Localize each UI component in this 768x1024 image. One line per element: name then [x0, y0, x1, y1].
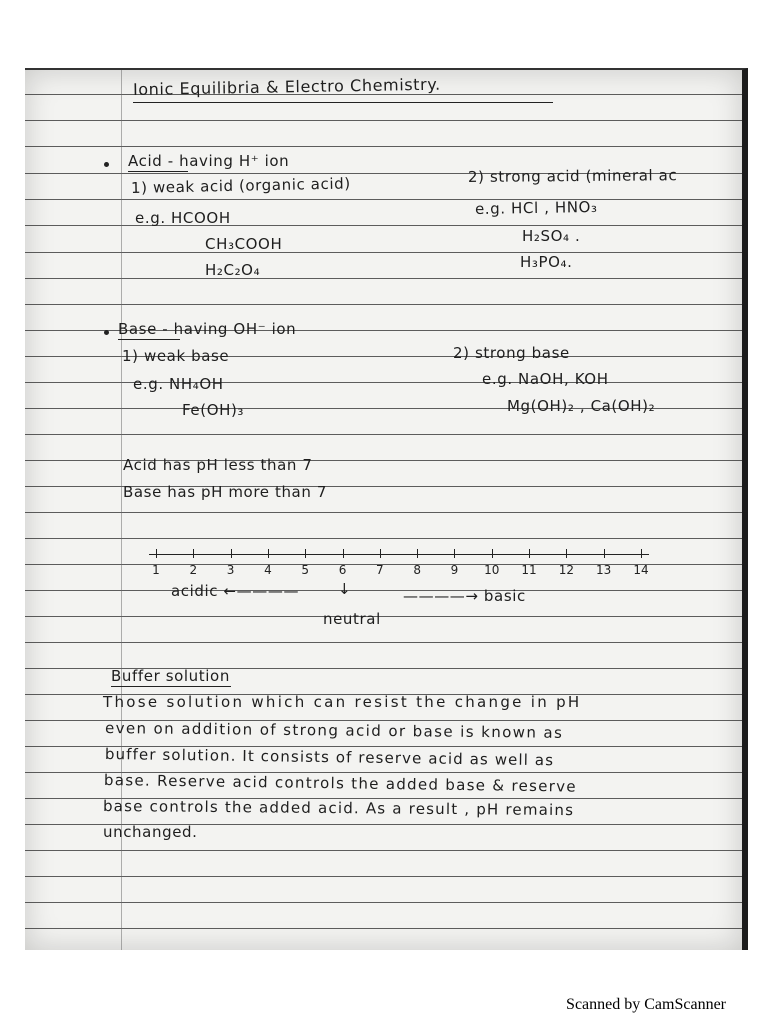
- ph-scale-tick-label: 10: [484, 563, 500, 577]
- ruled-line: [25, 120, 742, 121]
- ph-scale-tick: [193, 549, 194, 558]
- basic-label: ————→ basic: [403, 587, 526, 605]
- scanner-watermark: Scanned by CamScanner: [566, 996, 726, 1013]
- ruled-line: [25, 278, 742, 279]
- weak-base-heading: 1) weak base: [122, 347, 230, 365]
- strong-acid-example: H₃PO₄.: [520, 253, 573, 271]
- ph-scale-tick: [343, 549, 344, 558]
- ruled-line: [25, 199, 742, 200]
- ph-scale-tick-label: 3: [226, 563, 235, 577]
- ruled-line: [25, 902, 742, 903]
- ph-scale-tick: [492, 549, 493, 558]
- neutral-label: neutral: [323, 610, 381, 628]
- buffer-heading-underline: [111, 686, 231, 687]
- ruled-line: [25, 642, 742, 643]
- weak-acid-example: CH₃COOH: [205, 235, 283, 253]
- title-underline: [133, 102, 553, 103]
- ph-scale-tick-label: 14: [633, 563, 649, 577]
- notebook-page: [25, 68, 748, 950]
- ruled-line: [25, 876, 742, 877]
- bullet-point: [104, 162, 109, 167]
- buffer-paragraph-line: Those solution which can resist the change in pH: [103, 693, 582, 711]
- acid-heading: Acid - having H⁺ ion: [128, 152, 290, 170]
- base-heading: Base - having OH⁻ ion: [118, 320, 297, 338]
- ph-scale-tick: [380, 549, 381, 558]
- buffer-paragraph-line: even on addition of strong acid or base is known as: [104, 719, 564, 742]
- strong-acid-heading: 2) strong acid (mineral ac: [467, 166, 678, 186]
- ph-scale-tick-label: 6: [338, 563, 347, 577]
- ph-scale-tick: [231, 549, 232, 558]
- ruled-line: [25, 225, 742, 226]
- buffer-paragraph-line: buffer solution. It consists of reserve acid as well as: [104, 745, 555, 770]
- ph-scale-tick: [305, 549, 306, 558]
- weak-acid-heading: 1) weak acid (organic acid): [130, 174, 351, 197]
- ph-scale-tick-label: 4: [264, 563, 272, 577]
- acid-heading-underline: [128, 171, 188, 172]
- weak-base-example: Fe(OH)₃: [182, 401, 245, 419]
- strong-base-example: e.g. NaOH, KOH: [482, 370, 609, 388]
- ruled-line: [25, 590, 742, 591]
- ph-scale-tick: [454, 549, 455, 558]
- ruled-line: [25, 616, 742, 617]
- base-heading-underline: [118, 339, 180, 340]
- ph-scale-tick: [604, 549, 605, 558]
- ph-scale-tick-label: 12: [558, 563, 575, 577]
- ruled-line: [25, 928, 742, 929]
- ph-scale-tick: [529, 549, 530, 558]
- ruled-line: [25, 538, 742, 539]
- ph-scale-tick: [417, 549, 418, 558]
- bullet-point: [104, 330, 109, 335]
- ph-scale-tick-label: 1: [152, 563, 160, 577]
- ph-scale-tick: [566, 549, 567, 558]
- strong-base-example: Mg(OH)₂ , Ca(OH)₂: [507, 397, 656, 415]
- ph-scale-tick-label: 8: [413, 563, 421, 577]
- ruled-line: [25, 512, 742, 513]
- weak-acid-example: e.g. HCOOH: [135, 209, 231, 227]
- weak-base-example: e.g. NH₄OH: [133, 375, 224, 393]
- ph-scale-tick: [268, 549, 269, 558]
- ph-scale-tick-label: 11: [521, 563, 537, 577]
- page-title: Ionic Equilibria & Electro Chemistry.: [132, 74, 441, 99]
- strong-acid-example: H₂SO₄ .: [522, 227, 581, 245]
- ph-scale-axis: [149, 554, 649, 555]
- base-ph-statement: Base has pH more than 7: [123, 483, 327, 501]
- buffer-paragraph-line: base. Reserve acid controls the added base & reserve: [103, 771, 578, 796]
- ruled-line: [25, 850, 742, 851]
- ph-scale-tick-label: 2: [189, 563, 198, 577]
- buffer-heading: Buffer solution: [111, 667, 230, 685]
- ph-scale-tick: [156, 549, 157, 558]
- strong-acid-example: e.g. HCl , HNO₃: [474, 197, 598, 218]
- acidic-label: acidic ←————: [171, 582, 300, 600]
- neutral-arrow: ↓: [338, 580, 352, 598]
- ph-scale-tick: [641, 549, 642, 558]
- buffer-paragraph-line: base controls the added acid. As a result , pH remains: [102, 797, 575, 820]
- ruled-line: [25, 146, 742, 147]
- ph-scale-tick-label: 5: [301, 563, 310, 577]
- strong-base-heading: 2) strong base: [453, 344, 570, 362]
- acid-ph-statement: Acid has pH less than 7: [123, 456, 313, 474]
- ruled-line: [25, 252, 742, 253]
- margin-line: [121, 70, 122, 950]
- weak-acid-example: H₂C₂O₄: [205, 261, 261, 279]
- buffer-paragraph-line: unchanged.: [103, 823, 198, 841]
- ruled-line: [25, 304, 742, 305]
- ruled-line: [25, 434, 742, 435]
- ph-scale-tick-label: 9: [450, 563, 459, 577]
- ph-scale-tick-label: 7: [376, 563, 384, 577]
- ph-scale-tick-label: 13: [596, 563, 612, 577]
